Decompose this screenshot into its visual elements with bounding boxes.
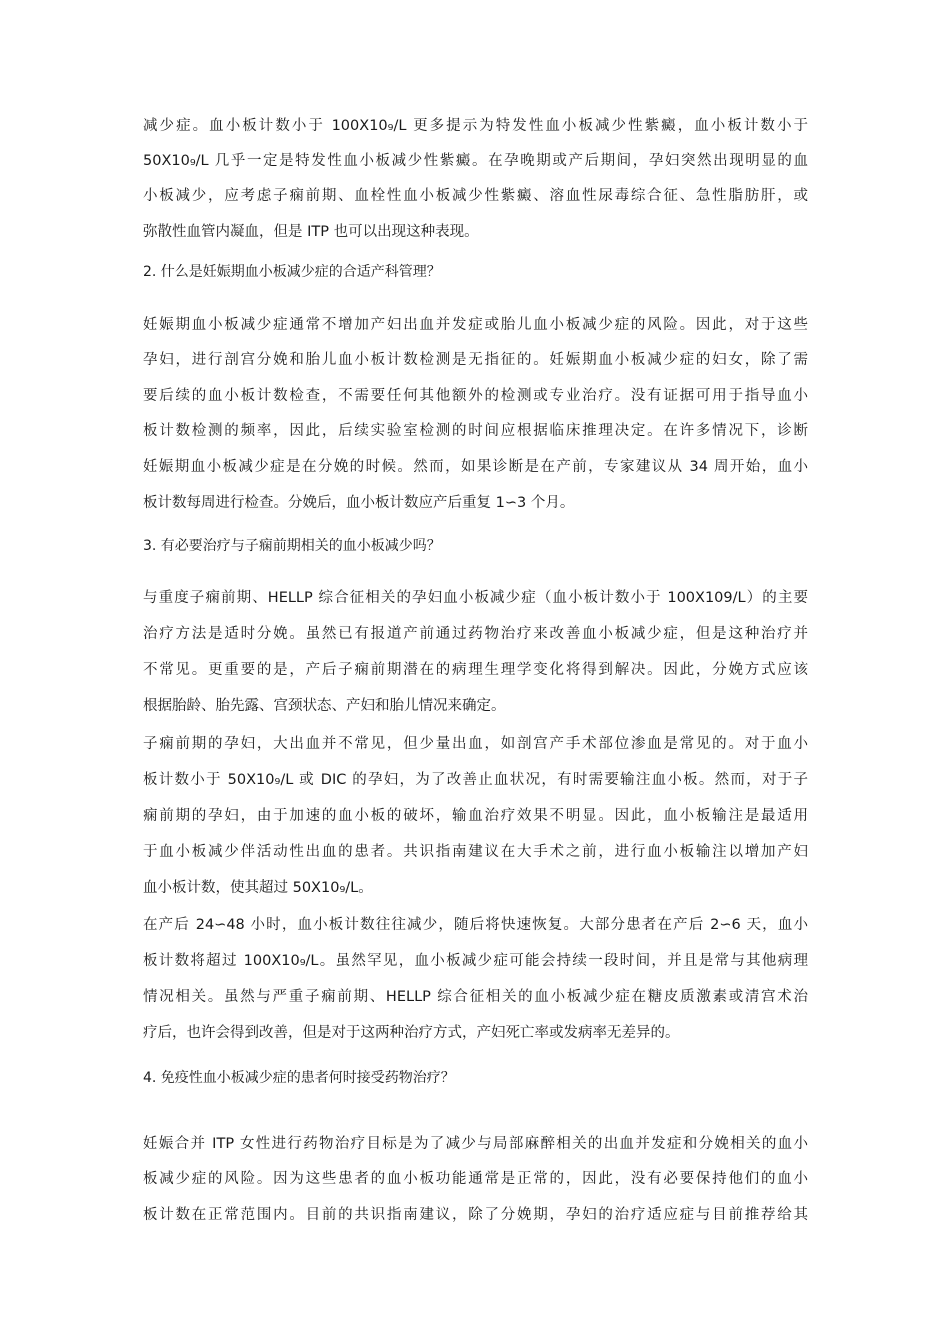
paragraph-line: 减少症。血小板计数小于 100X10₉/L 更多提示为特发性血小板减少性紫癜，血小板计数小于 [143, 118, 808, 134]
paragraph-line: 要后续的血小板计数检查，不需要任何其他额外的检测或专业治疗。没有证据可用于指导血小 [143, 388, 808, 404]
paragraph-line: 情况相关。虽然与严重子痫前期、HELLP 综合征相关的血小板减少症在糖皮质激素或清宫术治 [143, 989, 808, 1005]
paragraph-line: 妊娠期血小板减少症通常不增加产妇出血并发症或胎儿血小板减少症的风险。因此，对于这些 [143, 317, 808, 333]
paragraph-line: 板计数每周进行检查。分娩后，血小板计数应产后重复 1∽3 个月。 [143, 495, 575, 511]
paragraph-line: 子痫前期的孕妇，大出血并不常见，但少量出血，如剖宫产手术部位渗血是常见的。对于血小 [143, 736, 808, 752]
paragraph-line: 于血小板减少伴活动性出血的患者。共识指南建议在大手术之前，进行血小板输注以增加产妇 [143, 844, 808, 860]
paragraph-line: 治疗方法是适时分娩。虽然已有报道产前通过药物治疗来改善血小板减少症，但是这种治疗并 [143, 626, 808, 642]
paragraph-line: 板计数在正常范围内。目前的共识指南建议，除了分娩期，孕妇的治疗适应症与目前推荐给其 [143, 1207, 808, 1223]
paragraph-line: 小板减少，应考虑子痫前期、血栓性血小板减少性紫癜、溶血性尿毒综合征、急性脂肪肝，或 [143, 188, 808, 204]
paragraph-line: 妊娠合并 ITP 女性进行药物治疗目标是为了减少与局部麻醉相关的出血并发症和分娩相关的血小 [143, 1136, 808, 1152]
paragraph-line: 弥散性血管内凝血，但是 ITP 也可以出现这种表现。 [143, 224, 479, 240]
paragraph-line: 在产后 24∽48 小时，血小板计数往往减少，随后将快速恢复。大部分患者在产后 2∽6 天，血小 [143, 917, 808, 933]
paragraph-line: 血小板计数，使其超过 50X10₉/L。 [143, 880, 373, 896]
paragraph-line: 痫前期的孕妇，由于加速的血小板的破坏，输血治疗效果不明显。因此，血小板输注是最适用 [143, 808, 808, 824]
paragraph-line: 板减少症的风险。因为这些患者的血小板功能通常是正常的，因此，没有必要保持他们的血小 [143, 1171, 808, 1187]
section-heading-2: 2. 什么是妊娠期血小板减少症的合适产科管理？ [143, 264, 441, 280]
paragraph-line: 与重度子痫前期、HELLP 综合征相关的孕妇血小板减少症（血小板计数小于 100X109/L）的主要 [143, 590, 808, 606]
paragraph-line: 板计数检测的频率，因此，后续实验室检测的时间应根据临床推理决定。在许多情况下，诊断 [143, 423, 808, 439]
paragraph-line: 根据胎龄、胎先露、宫颈状态、产妇和胎儿情况来确定。 [143, 698, 506, 714]
paragraph-line: 不常见。更重要的是，产后子痫前期潜在的病理生理学变化将得到解决。因此，分娩方式应该 [143, 662, 808, 678]
paragraph-line: 板计数将超过 100X10₉/L。虽然罕见，血小板减少症可能会持续一段时间，并且是常与其他病理 [143, 953, 808, 969]
paragraph-line: 疗后，也许会得到改善，但是对于这两种治疗方式，产妇死亡率或发病率无差异的。 [143, 1025, 680, 1041]
paragraph-line: 板计数小于 50X10₉/L 或 DIC 的孕妇，为了改善止血状况，有时需要输注血小板。然而，对于子 [143, 772, 808, 788]
paragraph-line: 妊娠期血小板减少症是在分娩的时候。然而，如果诊断是在产前，专家建议从 34 周开始，血小 [143, 459, 808, 475]
section-heading-3: 3. 有必要治疗与子痫前期相关的血小板减少吗？ [143, 538, 441, 554]
section-heading-4: 4. 免疫性血小板减少症的患者何时接受药物治疗？ [143, 1070, 455, 1086]
paragraph-line: 50X10₉/L 几乎一定是特发性血小板减少性紫癜。在孕晚期或产后期间，孕妇突然出现明显的血 [143, 153, 808, 169]
paragraph-line: 孕妇，进行剖宫分娩和胎儿血小板计数检测是无指征的。妊娠期血小板减少症的妇女，除了需 [143, 352, 808, 368]
